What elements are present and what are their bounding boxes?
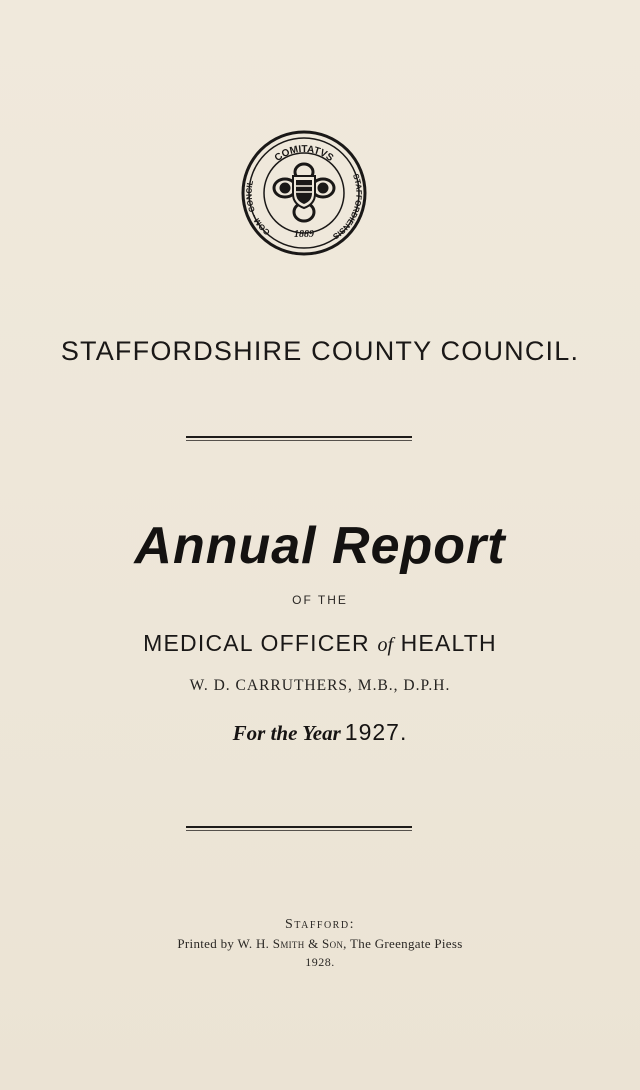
- officer-line: [0, 630, 640, 657]
- seal-right-text: STAFFORDIENSIS: [331, 172, 364, 242]
- lower-divider: [186, 826, 412, 828]
- officer-prefix: MEDICAL OFFICER: [143, 630, 370, 656]
- county-seal-emblem: [241, 130, 367, 256]
- council-title: STAFFORDSHIRE COUNTY COUNCIL.: [60, 336, 580, 366]
- imprint-printed-suffix: The Greengate Piess: [350, 936, 463, 951]
- imprint-printed-prefix: Printed by W. H.: [177, 936, 270, 951]
- seal-left-text: COM · CONCIL: [244, 179, 272, 237]
- imprint-place: Stafford:: [285, 917, 355, 932]
- seal-year: 1889: [294, 229, 314, 240]
- officer-suffix: HEALTH: [400, 630, 497, 656]
- officer-of: of: [377, 634, 394, 656]
- seal-top-text: COMITATVS: [272, 143, 336, 165]
- report-year: 1927.: [344, 719, 408, 745]
- year-line: [0, 719, 640, 746]
- imprint-printer-name: Smith & Son,: [272, 936, 347, 951]
- seal-shield-icon: [293, 176, 315, 208]
- report-title: Annual Report: [134, 517, 506, 575]
- imprint-year: 1928.: [305, 955, 335, 969]
- imprint-printer-line: [0, 936, 640, 952]
- of-the-label: OF THE: [292, 593, 348, 607]
- upper-divider: [186, 436, 412, 438]
- author-line: W. D. CARRUTHERS, M.B., D.P.H.: [189, 677, 451, 694]
- year-prefix: For the Year: [232, 721, 341, 745]
